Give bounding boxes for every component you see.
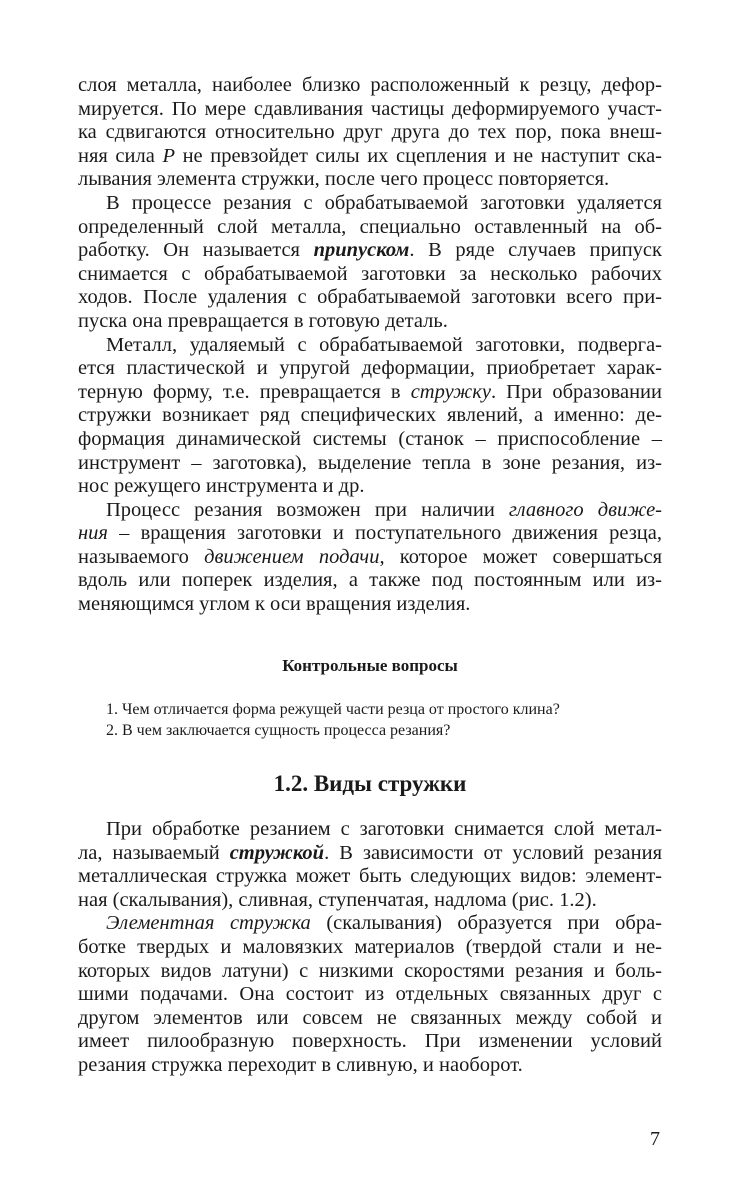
text-line: стружки возникает ряд специфических явлений, а именно: де- [78, 404, 662, 427]
text-line [78, 145, 662, 169]
text-run: – вращения заготовки и поступательного движения резца, [107, 522, 662, 545]
text-run: няя сила [78, 144, 163, 167]
text-line [78, 842, 662, 866]
text-line: При обработке резанием с заготовки снимается слой метал- [106, 818, 662, 840]
body-text-top [78, 74, 662, 617]
text-run: , которое может совершаться [379, 545, 662, 568]
text-line: мируется. По мере сдавливания частицы деформируемого участ- [78, 97, 662, 120]
term-main-motion-end: ния [78, 522, 108, 545]
text-line: которых видов латуни) с низкими скоростями резания и боль- [78, 959, 662, 982]
text-run: называемого [78, 545, 205, 568]
term-feed-motion: движением подачи [204, 545, 380, 568]
paragraph-5 [78, 818, 662, 912]
body-text-bottom [78, 818, 662, 1078]
text-line: имеет пилообразную поверхность. При изменении условий [78, 1030, 662, 1053]
text-line: пуска она превращается в готовую деталь. [78, 309, 448, 332]
text-line: металлическая стружка может быть следующих видов: элемент- [78, 865, 662, 888]
text-run: работку. Он называется [78, 239, 314, 262]
force-symbol: P [162, 144, 175, 167]
text-line: лывания элемента стружки, после чего процесс повторяется. [78, 168, 610, 191]
text-line: В процессе резания с обрабатываемой заготовки удаляется [106, 191, 662, 214]
text-line: нос режущего инструмента и др. [78, 475, 365, 498]
text-line: инструмент – заготовка), выделение тепла в зоне резания, из- [78, 451, 662, 474]
paragraph-6 [78, 912, 662, 1077]
text-line: слоя металла, наиболее близко расположенный к резцу, дефор- [78, 74, 662, 96]
term-pripusk: припуском [313, 239, 410, 262]
term-struzhka: стружку [410, 380, 491, 403]
section-heading: 1.2. Виды стружки [273, 771, 467, 796]
text-line: ется пластической и упругой деформации, приобретает харак- [78, 357, 662, 380]
question-item: 2. В чем заключается сущность процесса резания? [106, 722, 451, 739]
text-line: Металл, удаляемый с обрабатываемой заготовки, подверга- [106, 333, 662, 356]
text-run: терную форму, т.е. превращается в [78, 380, 411, 403]
text-line: определенный слой металла, специально оставленный на об- [78, 215, 662, 238]
questions-title: Контрольные вопросы [282, 656, 458, 675]
text-line: формация динамической системы (станок – приспособление – [78, 427, 662, 450]
text-run: . В ряде случаев припуск [409, 239, 662, 262]
text-line: меняющимся углом к оси вращения изделия. [78, 593, 471, 616]
term-struzhka-bold: стружкой [229, 841, 325, 864]
text-line: вдоль или поперек изделия, а также под постоянным или из- [78, 569, 662, 592]
text-line: резания стружка переходит в сливную, и наоборот. [78, 1053, 523, 1076]
text-line [78, 499, 662, 523]
term-element-chip: Элементная стружка [106, 912, 311, 935]
text-run: . В зависимости от условий резания [324, 841, 663, 864]
question-item: 1. Чем отличается форма режущей части резца от простого клина? [106, 701, 560, 718]
paragraph-1 [78, 74, 662, 192]
text-run: Процесс резания возможен при наличии [106, 498, 509, 521]
text-run: . При образовании [490, 380, 662, 403]
page-number: 7 [650, 1128, 660, 1150]
text-line: шими подачами. Она состоит из отдельных связанных друг с [78, 983, 662, 1006]
text-line [78, 522, 662, 546]
text-line: ботке твердых и маловязких материалов (твердой стали и не- [78, 935, 662, 958]
text-line: снимается с обрабатываемой заготовки за несколько рабочих [78, 262, 662, 285]
text-line [78, 546, 662, 570]
paragraph-3 [78, 334, 662, 499]
text-line: ная (скалывания), сливная, ступенчатая, надлома (рис. 1.2). [78, 888, 597, 911]
text-run: (скалывания) образуется при обра- [310, 912, 662, 935]
text-line [78, 381, 662, 405]
term-main-motion: главного движе- [508, 498, 662, 521]
paragraph-4 [78, 499, 662, 617]
text-run: ла, называемый [78, 841, 230, 864]
text-line [78, 239, 662, 263]
text-line: другом элементов или совсем не связанных между собой и [78, 1006, 662, 1029]
text-line [78, 912, 662, 936]
paragraph-2 [78, 192, 662, 334]
text-run: не превзойдет силы их сцепления и не наступит ска- [174, 144, 662, 167]
text-line: ходов. После удаления с обрабатываемой заготовки всего при- [78, 286, 662, 309]
text-line: ка сдвигаются относительно друг друга до тех пор, пока внеш- [78, 121, 662, 144]
